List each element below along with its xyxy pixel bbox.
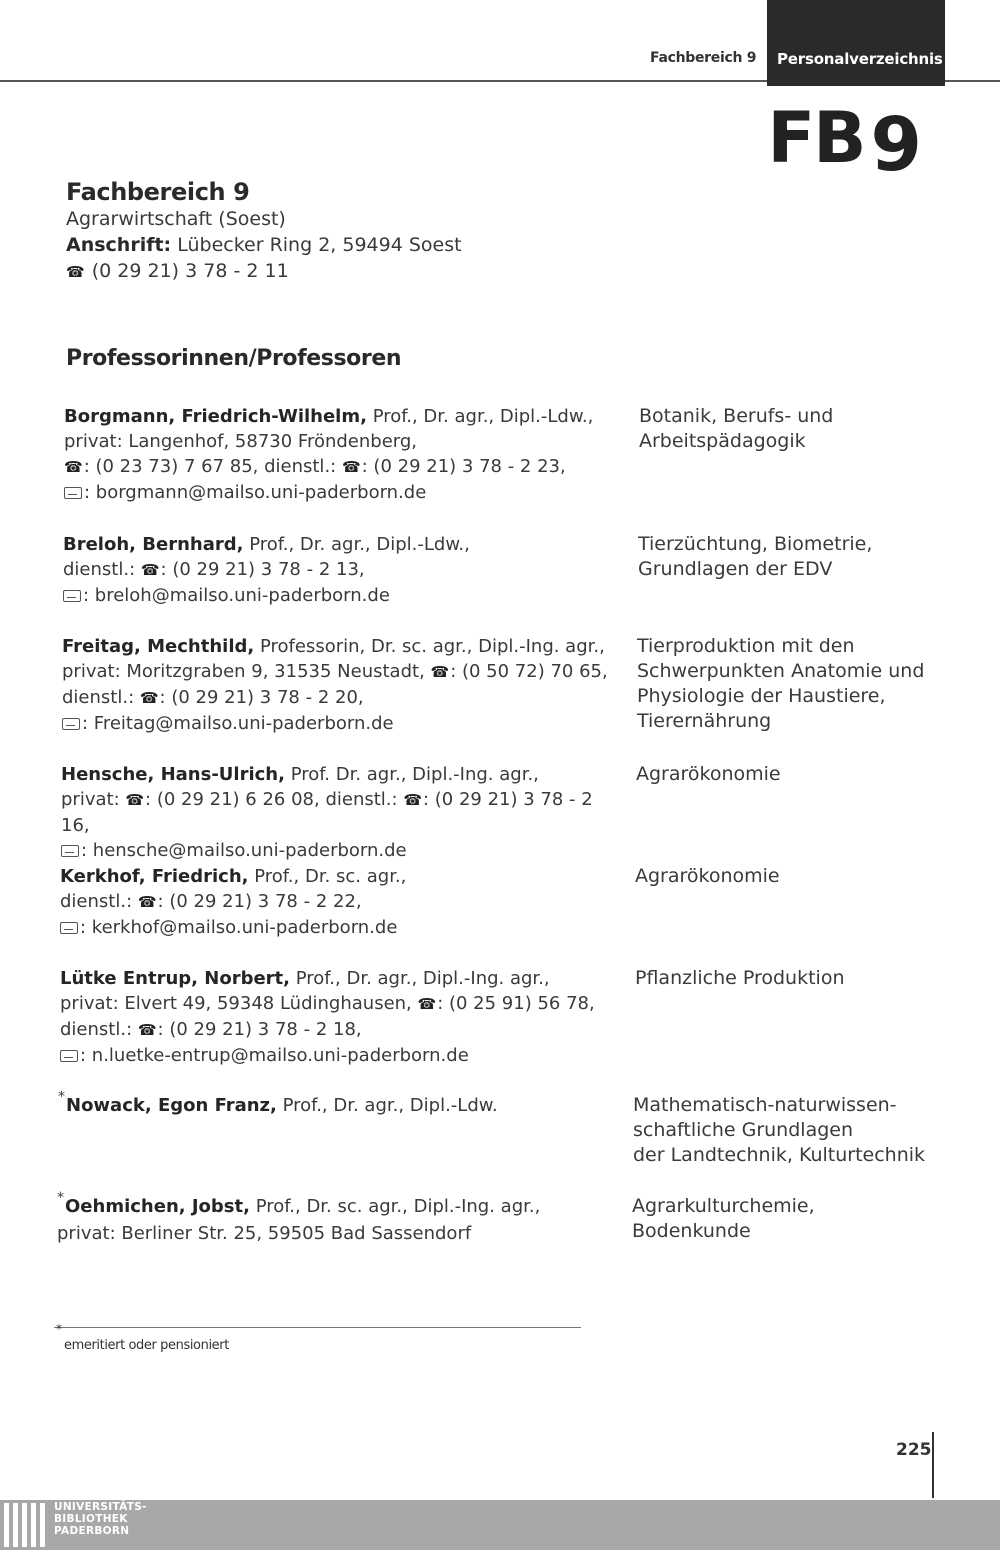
person-field: Agrarökonomie — [635, 865, 780, 887]
person-contact — [60, 864, 620, 940]
department-title: Fachbereich 9 — [66, 178, 250, 206]
person-name: Kerkhof, Friedrich, — [60, 866, 249, 887]
header-tab — [767, 0, 945, 86]
person-email: : kerkhof@mailso.uni-paderborn.de — [60, 915, 620, 940]
person-name: Oehmichen, Jobst, — [65, 1196, 250, 1217]
library-footer — [0, 1500, 1000, 1550]
phone-icon: ☎ — [66, 263, 85, 281]
person-name: Borgmann, Friedrich-Wilhelm, — [64, 406, 367, 427]
address-label: Anschrift: — [66, 234, 172, 256]
phone-icon: ☎ — [125, 791, 145, 809]
person-phone: dienstl.: ☎: (0 29 21) 3 78 - 2 22, — [60, 889, 620, 915]
person-field: Botanik, Berufs- und Arbeitspädagogik — [639, 405, 834, 452]
person-title: Prof., Dr. sc. agr., Dipl.-Ing. agr., — [255, 1196, 541, 1217]
person-contact — [62, 634, 622, 736]
person-phone: privat: ☎: (0 29 21) 6 26 08, dienstl.: ☎: (0 29 21) 3 78 - 2 16, — [61, 789, 593, 836]
person-email: : hensche@mailso.uni-paderborn.de — [61, 838, 621, 863]
phone-icon: ☎ — [139, 689, 159, 707]
person-name: Lütke Entrup, Norbert, — [60, 968, 290, 989]
person-address: privat: Berliner Str. 25, 59505 Bad Sassendorf — [57, 1223, 472, 1244]
footnote-rule — [54, 1327, 581, 1328]
header-section: Fachbereich 9 — [650, 50, 757, 66]
address-text: Lübecker Ring 2, 59494 Soest — [177, 234, 462, 256]
mail-icon — [60, 1050, 78, 1062]
person-title: Prof., Dr. agr., Dipl.-Ing. agr., — [295, 968, 550, 989]
mail-icon — [62, 718, 80, 730]
person-contact — [57, 1190, 617, 1246]
phone-icon: ☎ — [137, 893, 157, 911]
person-contact — [63, 532, 623, 608]
person-field: Agrarökonomie — [636, 763, 781, 785]
phone-icon: ☎ — [430, 663, 450, 681]
person-title: Prof., Dr. sc. agr., — [254, 866, 407, 887]
person-contact — [64, 404, 624, 505]
person-name-line — [63, 532, 623, 557]
department-phone — [66, 258, 462, 285]
person-phone: dienstl.: ☎: (0 29 21) 3 78 - 2 13, — [63, 557, 623, 583]
phone-icon: ☎ — [341, 458, 361, 476]
person-title: Prof., Dr. agr., Dipl.-Ldw. — [282, 1095, 498, 1116]
emeritus-marker: * — [58, 1089, 65, 1105]
person-address: privat: Moritzgraben 9, 31535 Neustadt, ☎: (0 50 72) 70 65, — [62, 659, 622, 685]
phone-icon: ☎ — [137, 1021, 157, 1039]
person-title: Professorin, Dr. sc. agr., Dipl.-Ing. agr., — [259, 636, 605, 657]
person-field: Pflanzliche Produktion — [635, 967, 845, 989]
footnote-marker: * — [56, 1322, 62, 1336]
person-field: Tierproduktion mit den Schwerpunkten Anatomie und Physiologie der Haustiere, Tierernährung — [637, 635, 925, 732]
person-field: Tierzüchtung, Biometrie, Grundlagen der EDV — [638, 533, 873, 580]
library-name: UNIVERSITÄTS- BIBLIOTHEK PADERBORN — [54, 1501, 147, 1537]
person-email: : breloh@mailso.uni-paderborn.de — [63, 583, 623, 608]
person-address: privat: Elvert 49, 59348 Lüdinghausen, ☎: (0 25 91) 56 78, — [60, 991, 620, 1017]
person-phone: ☎: (0 23 73) 7 67 85, dienstl.: ☎: (0 29 21) 3 78 - 2 23, — [64, 454, 624, 480]
person-name-line — [60, 966, 620, 991]
person-name-line — [64, 404, 624, 429]
header-tab-label: Personalverzeichnis — [777, 50, 943, 68]
person-email: : borgmann@mailso.uni-paderborn.de — [64, 480, 624, 505]
department-intro — [66, 178, 462, 285]
person-phone: dienstl.: ☎: (0 29 21) 3 78 - 2 18, — [60, 1017, 620, 1043]
phone-icon: ☎ — [64, 458, 83, 476]
person-name-line — [58, 1089, 618, 1120]
page-number-rule — [932, 1432, 934, 1498]
phone-text: (0 29 21) 3 78 - 2 11 — [91, 260, 289, 282]
department-subtitle: Agrarwirtschaft (Soest) — [66, 208, 286, 230]
person-phone: dienstl.: ☎: (0 29 21) 3 78 - 2 20, — [62, 685, 622, 711]
person-address: privat: Langenhof, 58730 Fröndenberg, — [64, 431, 418, 452]
person-field: Agrarkulturchemie, Bodenkunde — [632, 1195, 815, 1242]
mail-icon — [64, 487, 82, 499]
person-title: Prof., Dr. agr., Dipl.-Ldw., — [372, 406, 594, 427]
person-field: Mathematisch-naturwissen- schaftliche Grundlagen der Landtechnik, Kulturtechnik — [633, 1094, 926, 1166]
mail-icon — [63, 590, 81, 602]
phone-icon: ☎ — [140, 561, 160, 579]
person-title: Prof. Dr. agr., Dipl.-Ing. agr., — [290, 764, 539, 785]
person-name: Breloh, Bernhard, — [63, 534, 244, 555]
mail-icon — [60, 922, 78, 934]
footnote-text: emeritiert oder pensioniert — [64, 1338, 229, 1353]
department-address — [66, 232, 462, 258]
person-title: Prof., Dr. agr., Dipl.-Ldw., — [249, 534, 470, 555]
phone-icon: ☎ — [417, 995, 437, 1013]
section-title: Professorinnen/Professoren — [66, 346, 402, 371]
person-email: : Freitag@mailso.uni-paderborn.de — [62, 711, 622, 736]
fb-heading — [767, 97, 920, 188]
person-contact — [60, 966, 620, 1068]
person-name: Hensche, Hans-Ulrich, — [61, 764, 285, 785]
person-name: Nowack, Egon Franz, — [66, 1095, 277, 1116]
person-contact — [58, 1089, 618, 1120]
page-number: 225 — [896, 1440, 932, 1460]
person-name-line — [60, 864, 620, 889]
person-name: Freitag, Mechthild, — [62, 636, 255, 657]
fb-label: FB — [767, 97, 865, 179]
mail-icon — [61, 845, 79, 857]
person-name-line — [61, 762, 621, 787]
fb-number: 9 — [870, 102, 920, 188]
person-email: : n.luetke-entrup@mailso.uni-paderborn.de — [60, 1043, 620, 1068]
person-name-line — [62, 634, 622, 659]
person-contact — [61, 762, 621, 863]
emeritus-marker: * — [57, 1190, 64, 1206]
library-logo-icon — [4, 1503, 44, 1547]
person-name-line — [57, 1190, 617, 1221]
phone-icon: ☎ — [403, 791, 422, 809]
